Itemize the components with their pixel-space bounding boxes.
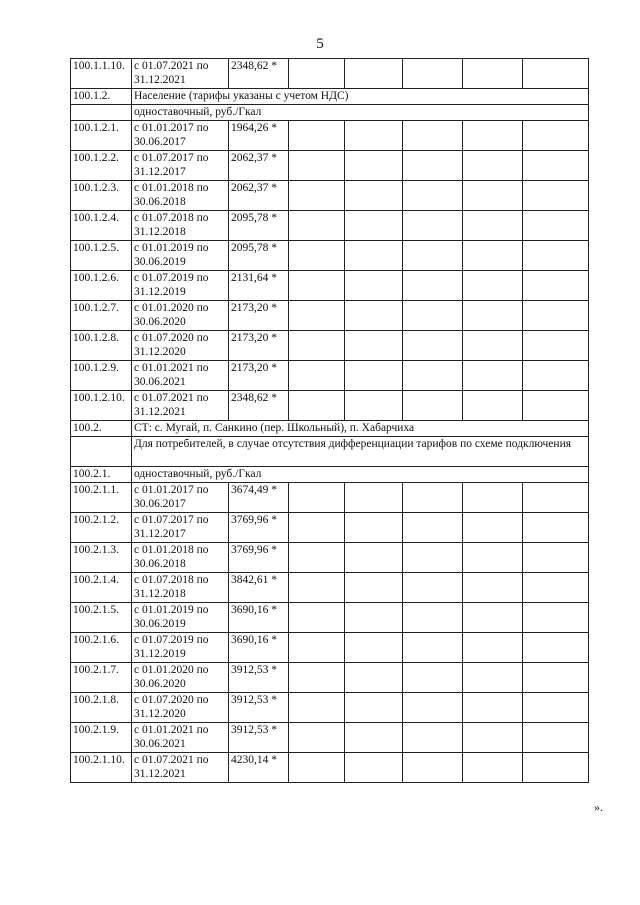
period-end: 30.06.2020 — [134, 316, 186, 328]
period-cell — [132, 151, 229, 181]
tariff-value: 2131,64 * — [229, 271, 289, 301]
empty-cell — [463, 59, 523, 89]
empty-cell — [289, 603, 345, 633]
period-cell — [132, 121, 229, 151]
empty-cell — [463, 633, 523, 663]
empty-cell — [463, 241, 523, 271]
period-cell — [132, 543, 229, 573]
tariff-value: 3769,96 * — [229, 513, 289, 543]
period-cell — [132, 271, 229, 301]
empty-cell — [463, 301, 523, 331]
period-end: 31.12.2017 — [134, 528, 186, 540]
row-code: 100.2. — [71, 421, 132, 437]
row-code: 100.2.1.1. — [71, 483, 132, 513]
empty-cell — [403, 513, 463, 543]
period-cell — [132, 241, 229, 271]
period-cell — [132, 633, 229, 663]
row-code: 100.2.1.6. — [71, 633, 132, 663]
table-row — [71, 483, 589, 513]
tariff-value: 2173,20 * — [229, 361, 289, 391]
empty-cell — [403, 301, 463, 331]
empty-cell — [289, 331, 345, 361]
empty-cell — [523, 271, 589, 301]
empty-cell — [289, 513, 345, 543]
empty-cell — [403, 603, 463, 633]
section-label: Население (тарифы указаны с учетом НДС) — [132, 89, 589, 105]
row-code: 100.1.1.10. — [71, 59, 132, 89]
tariff-value: 2062,37 * — [229, 181, 289, 211]
empty-cell — [463, 603, 523, 633]
period-start: с 01.07.2020 по — [134, 332, 209, 344]
tariff-value: 2062,37 * — [229, 151, 289, 181]
empty-cell — [289, 121, 345, 151]
tariff-table — [70, 58, 589, 783]
period-cell — [132, 723, 229, 753]
empty-cell — [345, 391, 403, 421]
row-code: 100.1.2. — [71, 89, 132, 105]
empty-cell — [523, 121, 589, 151]
section-label: одноставочный, руб./Гкал — [132, 105, 589, 121]
section-row — [71, 89, 589, 105]
table-row — [71, 241, 589, 271]
row-code: 100.1.2.1. — [71, 121, 132, 151]
row-code: 100.1.2.2. — [71, 151, 132, 181]
empty-cell — [463, 723, 523, 753]
empty-cell — [523, 753, 589, 783]
empty-cell — [345, 633, 403, 663]
row-code: 100.2.1.5. — [71, 603, 132, 633]
row-code: 100.2.1.4. — [71, 573, 132, 603]
empty-cell — [345, 543, 403, 573]
period-end: 30.06.2019 — [134, 618, 186, 630]
row-code — [71, 105, 132, 121]
empty-cell — [463, 513, 523, 543]
empty-cell — [523, 391, 589, 421]
empty-cell — [289, 241, 345, 271]
empty-cell — [463, 331, 523, 361]
period-end: 30.06.2017 — [134, 498, 186, 510]
empty-cell — [345, 361, 403, 391]
period-end: 31.12.2019 — [134, 648, 186, 660]
tariff-value: 4230,14 * — [229, 753, 289, 783]
tariff-value: 2095,78 * — [229, 211, 289, 241]
tariff-value: 3912,53 * — [229, 693, 289, 723]
table-row — [71, 633, 589, 663]
empty-cell — [463, 663, 523, 693]
empty-cell — [403, 361, 463, 391]
period-cell — [132, 391, 229, 421]
empty-cell — [523, 211, 589, 241]
row-code: 100.2.1.8. — [71, 693, 132, 723]
empty-cell — [403, 241, 463, 271]
row-code — [71, 437, 132, 467]
period-start: с 01.01.2020 по — [134, 664, 209, 676]
empty-cell — [463, 573, 523, 603]
empty-cell — [523, 181, 589, 211]
empty-cell — [403, 573, 463, 603]
empty-cell — [523, 513, 589, 543]
row-code: 100.1.2.10. — [71, 391, 132, 421]
empty-cell — [403, 663, 463, 693]
period-start: с 01.01.2019 по — [134, 242, 209, 254]
period-start: с 01.01.2021 по — [134, 362, 209, 374]
empty-cell — [289, 633, 345, 663]
empty-cell — [403, 723, 463, 753]
period-end: 30.06.2017 — [134, 136, 186, 148]
empty-cell — [289, 543, 345, 573]
table-row — [71, 753, 589, 783]
empty-cell — [345, 151, 403, 181]
period-start: с 01.07.2021 по — [134, 754, 209, 766]
period-start: с 01.07.2019 по — [134, 272, 209, 284]
table-row — [71, 121, 589, 151]
period-end: 31.12.2020 — [134, 708, 186, 720]
tariff-value: 3674,49 * — [229, 483, 289, 513]
period-end: 31.12.2017 — [134, 166, 186, 178]
empty-cell — [345, 513, 403, 543]
tariff-value: 2348,62 * — [229, 391, 289, 421]
empty-cell — [523, 663, 589, 693]
period-end: 30.06.2018 — [134, 196, 186, 208]
section-label: одноставочный, руб./Гкал — [132, 467, 589, 483]
empty-cell — [523, 301, 589, 331]
empty-cell — [345, 241, 403, 271]
period-end: 31.12.2018 — [134, 226, 186, 238]
empty-cell — [403, 543, 463, 573]
empty-cell — [289, 151, 345, 181]
row-code: 100.1.2.7. — [71, 301, 132, 331]
table-row — [71, 391, 589, 421]
empty-cell — [289, 181, 345, 211]
empty-cell — [463, 693, 523, 723]
empty-cell — [289, 483, 345, 513]
empty-cell — [289, 573, 345, 603]
period-start: с 01.07.2020 по — [134, 694, 209, 706]
row-code: 100.1.2.4. — [71, 211, 132, 241]
section-row — [71, 467, 589, 483]
section-row — [71, 105, 589, 121]
closing-quote-mark: ». — [594, 800, 603, 814]
empty-cell — [523, 151, 589, 181]
period-start: с 01.07.2021 по — [134, 392, 209, 404]
table-row — [71, 361, 589, 391]
empty-cell — [289, 663, 345, 693]
period-cell — [132, 753, 229, 783]
empty-cell — [463, 211, 523, 241]
empty-cell — [345, 271, 403, 301]
empty-cell — [345, 59, 403, 89]
period-end: 30.06.2020 — [134, 678, 186, 690]
period-cell — [132, 603, 229, 633]
period-end: 31.12.2019 — [134, 286, 186, 298]
period-end: 31.12.2021 — [134, 406, 186, 418]
empty-cell — [345, 211, 403, 241]
empty-cell — [345, 331, 403, 361]
empty-cell — [289, 361, 345, 391]
period-end: 31.12.2018 — [134, 588, 186, 600]
row-code: 100.2.1. — [71, 467, 132, 483]
period-start: с 01.01.2021 по — [134, 724, 209, 736]
empty-cell — [463, 391, 523, 421]
period-cell — [132, 301, 229, 331]
empty-cell — [463, 483, 523, 513]
row-code: 100.1.2.8. — [71, 331, 132, 361]
empty-cell — [289, 753, 345, 783]
empty-cell — [403, 211, 463, 241]
tariff-value: 3912,53 * — [229, 663, 289, 693]
table-row — [71, 301, 589, 331]
empty-cell — [523, 573, 589, 603]
period-end: 30.06.2021 — [134, 738, 186, 750]
row-code: 100.2.1.10. — [71, 753, 132, 783]
empty-cell — [289, 59, 345, 89]
empty-cell — [289, 271, 345, 301]
row-code: 100.1.2.3. — [71, 181, 132, 211]
empty-cell — [345, 693, 403, 723]
period-end: 31.12.2021 — [134, 768, 186, 780]
empty-cell — [345, 483, 403, 513]
period-start: с 01.07.2019 по — [134, 634, 209, 646]
empty-cell — [463, 181, 523, 211]
empty-cell — [345, 723, 403, 753]
tariff-value: 2173,20 * — [229, 331, 289, 361]
period-cell — [132, 59, 229, 89]
period-cell — [132, 483, 229, 513]
empty-cell — [345, 603, 403, 633]
empty-cell — [523, 633, 589, 663]
period-start: с 01.07.2018 по — [134, 574, 209, 586]
empty-cell — [345, 301, 403, 331]
page-number: 5 — [316, 36, 324, 52]
table-row — [71, 271, 589, 301]
empty-cell — [345, 573, 403, 603]
table-row — [71, 513, 589, 543]
empty-cell — [403, 331, 463, 361]
section-label: Для потребителей, в случае отсутствия дифференциации тарифов по схеме подключения — [132, 437, 589, 467]
period-end: 31.12.2020 — [134, 346, 186, 358]
row-code: 100.2.1.3. — [71, 543, 132, 573]
period-cell — [132, 693, 229, 723]
period-start: с 01.01.2020 по — [134, 302, 209, 314]
empty-cell — [289, 301, 345, 331]
period-start: с 01.01.2019 по — [134, 604, 209, 616]
empty-cell — [523, 241, 589, 271]
empty-cell — [463, 543, 523, 573]
empty-cell — [403, 693, 463, 723]
row-code: 100.2.1.9. — [71, 723, 132, 753]
row-code: 100.1.2.5. — [71, 241, 132, 271]
table-row — [71, 151, 589, 181]
empty-cell — [523, 483, 589, 513]
row-code: 100.1.2.9. — [71, 361, 132, 391]
period-start: с 01.01.2018 по — [134, 544, 209, 556]
empty-cell — [403, 633, 463, 663]
empty-cell — [345, 121, 403, 151]
period-cell — [132, 663, 229, 693]
period-end: 30.06.2018 — [134, 558, 186, 570]
period-start: с 01.07.2018 по — [134, 212, 209, 224]
table-row — [71, 723, 589, 753]
empty-cell — [403, 391, 463, 421]
empty-cell — [403, 483, 463, 513]
table-row — [71, 603, 589, 633]
period-start: с 01.01.2018 по — [134, 182, 209, 194]
tariff-value: 3912,53 * — [229, 723, 289, 753]
table-row — [71, 573, 589, 603]
period-cell — [132, 211, 229, 241]
empty-cell — [289, 723, 345, 753]
tariff-value: 2348,62 * — [229, 59, 289, 89]
period-cell — [132, 181, 229, 211]
table-row — [71, 331, 589, 361]
empty-cell — [523, 723, 589, 753]
period-start: с 01.07.2021 по — [134, 60, 209, 72]
table-row — [71, 543, 589, 573]
empty-cell — [403, 121, 463, 151]
tariff-value: 2173,20 * — [229, 301, 289, 331]
empty-cell — [523, 361, 589, 391]
empty-cell — [463, 271, 523, 301]
period-cell — [132, 361, 229, 391]
tariff-value: 1964,26 * — [229, 121, 289, 151]
empty-cell — [523, 693, 589, 723]
empty-cell — [463, 121, 523, 151]
section-row — [71, 437, 589, 467]
empty-cell — [523, 543, 589, 573]
empty-cell — [345, 663, 403, 693]
period-end: 31.12.2021 — [134, 74, 186, 86]
table-row — [71, 59, 589, 89]
period-start: с 01.01.2017 по — [134, 484, 209, 496]
table-row — [71, 693, 589, 723]
empty-cell — [463, 361, 523, 391]
section-label: СТ: с. Мугай, п. Санкино (пер. Школьный), п. Хабарчиха — [132, 421, 589, 437]
period-start: с 01.07.2017 по — [134, 152, 209, 164]
empty-cell — [345, 753, 403, 783]
tariff-value: 3769,96 * — [229, 543, 289, 573]
tariff-value: 2095,78 * — [229, 241, 289, 271]
empty-cell — [463, 151, 523, 181]
tariff-value: 3842,61 * — [229, 573, 289, 603]
table-row — [71, 181, 589, 211]
period-end: 30.06.2019 — [134, 256, 186, 268]
empty-cell — [403, 271, 463, 301]
row-code: 100.2.1.2. — [71, 513, 132, 543]
empty-cell — [403, 59, 463, 89]
empty-cell — [523, 603, 589, 633]
period-start: с 01.07.2017 по — [134, 514, 209, 526]
period-cell — [132, 573, 229, 603]
section-row — [71, 421, 589, 437]
empty-cell — [289, 693, 345, 723]
period-start: с 01.01.2017 по — [134, 122, 209, 134]
tariff-value: 3690,16 * — [229, 603, 289, 633]
empty-cell — [345, 181, 403, 211]
empty-cell — [403, 181, 463, 211]
empty-cell — [403, 753, 463, 783]
empty-cell — [289, 391, 345, 421]
row-code: 100.2.1.7. — [71, 663, 132, 693]
empty-cell — [463, 753, 523, 783]
empty-cell — [289, 211, 345, 241]
empty-cell — [523, 59, 589, 89]
empty-cell — [403, 151, 463, 181]
period-cell — [132, 513, 229, 543]
row-code: 100.1.2.6. — [71, 271, 132, 301]
period-end: 30.06.2021 — [134, 376, 186, 388]
table-row — [71, 211, 589, 241]
table-row — [71, 663, 589, 693]
tariff-value: 3690,16 * — [229, 633, 289, 663]
period-cell — [132, 331, 229, 361]
empty-cell — [523, 331, 589, 361]
